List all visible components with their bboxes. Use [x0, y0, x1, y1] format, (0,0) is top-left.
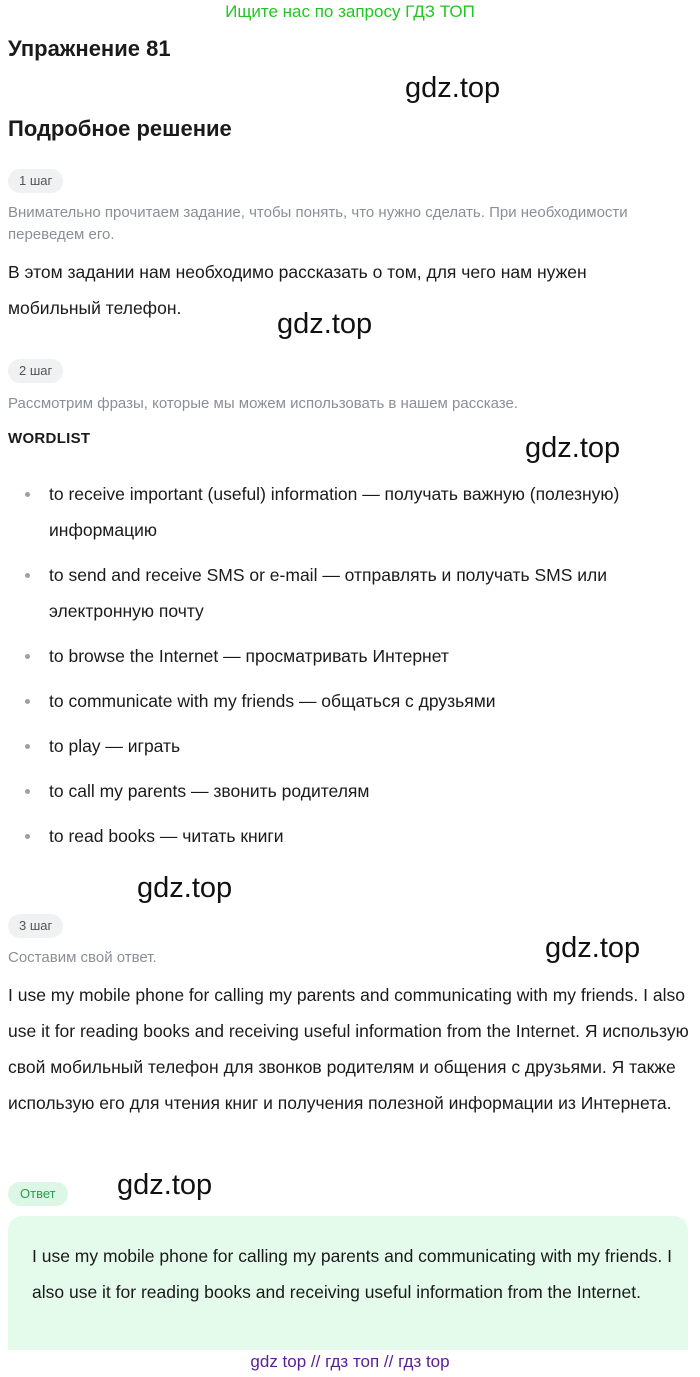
answer-text: I use my mobile phone for calling my parents and communicating with my friends. I also use it for reading books and receiving useful information from the Internet.	[32, 1246, 673, 1302]
list-item	[0, 683, 700, 719]
bullet-icon	[25, 573, 30, 578]
step-3-text: I use my mobile phone for calling my parents and communicating with my friends. I also use it for reading books and receiving useful information from the Internet. Я использую свой мобильный телефон для звонков родителям и общения с друзьями. Я также использую его для чтения книг и получения полезной информации из Интернета.	[8, 985, 689, 1113]
list-item	[0, 818, 700, 854]
list-item-text: to play — играть	[49, 736, 181, 756]
list-item-text: to call my parents — звонить родителям	[49, 781, 370, 801]
list-item-text: to send and receive SMS or e-mail — отправлять и получать SMS или электронную почту	[49, 565, 607, 621]
list-item	[0, 476, 700, 548]
bullet-icon	[25, 834, 30, 839]
step-2-hint: Рассмотрим фразы, которые мы можем использовать в нашем рассказе.	[8, 395, 519, 412]
step-1-hint: Внимательно прочитаем задание, чтобы понять, что нужно сделать. При необходимости переведем его.	[8, 204, 628, 243]
watermark: gdz.top	[405, 72, 501, 104]
list-item-text: to read books — читать книги	[49, 826, 284, 846]
watermark: gdz.top	[545, 932, 641, 964]
watermark: gdz.top	[117, 1169, 213, 1201]
list-item-text: to browse the Internet — просматривать Интернет	[49, 646, 449, 666]
step-3-badge: 3 шаг	[8, 914, 63, 938]
step-1-text: В этом задании нам необходимо рассказать о том, для чего нам нужен мобильный телефон.	[8, 262, 587, 318]
list-item-text: to communicate with my friends — общаться с друзьями	[49, 691, 496, 711]
footer: gdz top // гдз топ // гдз top	[250, 1352, 450, 1371]
watermark: gdz.top	[525, 432, 621, 464]
list-item	[0, 638, 700, 674]
list-item	[0, 773, 700, 809]
answer-box	[8, 1216, 688, 1350]
list-item	[0, 728, 700, 764]
list-item-text: to receive important (useful) information — получать важную (полезную) информацию	[49, 484, 620, 540]
top-banner: Ищите нас по запросу ГДЗ ТОП	[225, 2, 475, 21]
watermark: gdz.top	[137, 872, 233, 904]
wordlist-title: WORDLIST	[8, 430, 91, 447]
step-1-badge: 1 шаг	[8, 169, 63, 193]
answer-badge: Ответ	[8, 1182, 68, 1206]
bullet-icon	[25, 492, 30, 497]
bullet-icon	[25, 699, 30, 704]
step-2-badge: 2 шаг	[8, 359, 63, 383]
bullet-icon	[25, 744, 30, 749]
step-3-hint: Составим свой ответ.	[8, 949, 157, 966]
list-item	[0, 557, 700, 629]
exercise-title: Упражнение 81	[8, 36, 171, 61]
bullet-icon	[25, 654, 30, 659]
watermark: gdz.top	[277, 308, 373, 340]
section-title: Подробное решение	[8, 116, 232, 141]
wordlist	[0, 476, 700, 863]
bullet-icon	[25, 789, 30, 794]
